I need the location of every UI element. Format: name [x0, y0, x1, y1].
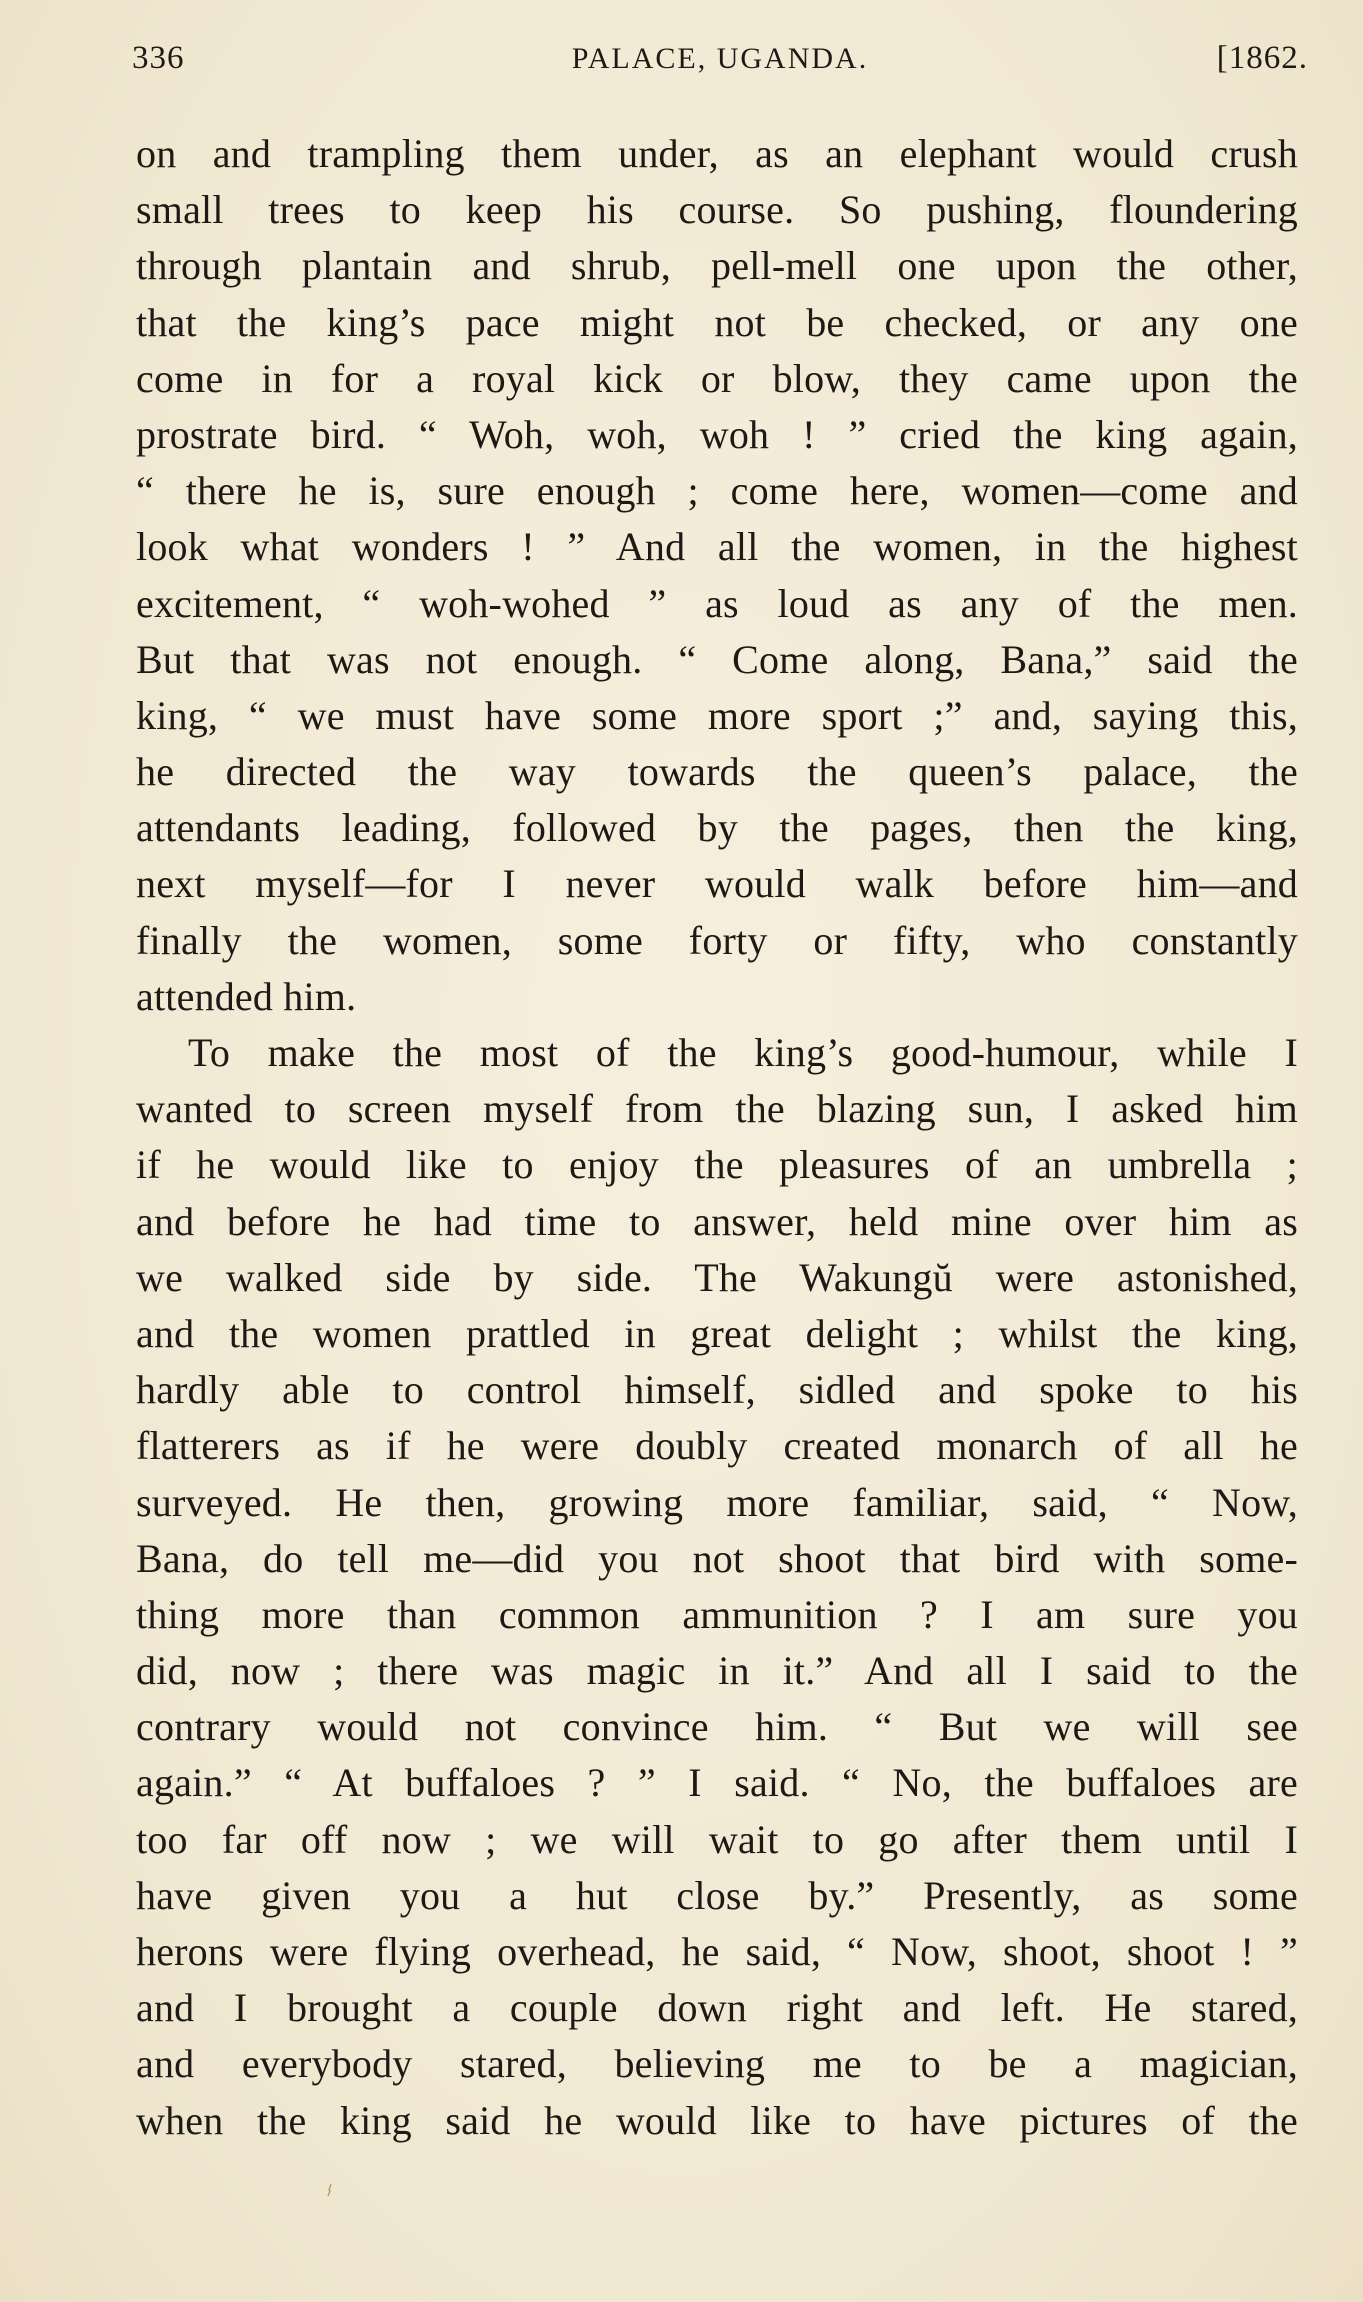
- text-line: flatterers as if he were doubly created monarch of all he: [136, 1423, 1298, 1469]
- running-head: [132, 40, 1308, 90]
- text-line: next myself—for I never would walk before him—and: [136, 861, 1298, 907]
- text-line: attendants leading, followed by the pages, then the king,: [136, 805, 1298, 851]
- running-year: [1862.: [1216, 40, 1308, 76]
- text-line: too far off now ; we will wait to go after them until I: [136, 1816, 1298, 1862]
- text-line: we walked side by side. The Wakungŭ were astonished,: [136, 1254, 1298, 1300]
- text-line: thing more than common ammunition ? I am sure you: [136, 1591, 1298, 1637]
- text-line: when the king said he would like to have pictures of the: [136, 2097, 1298, 2143]
- page-number: 336: [132, 40, 185, 76]
- paper-blemish-mark: [326, 2183, 334, 2197]
- text-line: prostrate bird. “ Woh, woh, woh ! ” cried the king again,: [136, 411, 1298, 457]
- text-line: small trees to keep his course. So pushing, floundering: [136, 187, 1298, 233]
- running-title: PALACE, UGANDA.: [571, 42, 869, 75]
- text-line: he directed the way towards the queen’s palace, the: [136, 749, 1298, 795]
- text-line-paragraph-start: To make the most of the king’s good-humour, while I: [188, 1030, 1298, 1075]
- body-text: [136, 126, 1298, 2149]
- text-line: excitement, “ woh-wohed ” as loud as any of the men.: [136, 580, 1298, 626]
- text-line: But that was not enough. “ Come along, Bana,” said the: [136, 636, 1298, 682]
- text-line: that the king’s pace might not be checked, or any one: [136, 299, 1298, 345]
- text-line: have given you a hut close by.” Presently, as some: [136, 1872, 1298, 1918]
- text-line: look what wonders ! ” And all the women, in the highest: [136, 524, 1298, 570]
- text-line: king, “ we must have some more sport ;” and, saying this,: [136, 692, 1298, 738]
- text-line: come in for a royal kick or blow, they came upon the: [136, 355, 1298, 401]
- text-line: surveyed. He then, growing more familiar, said, “ Now,: [136, 1479, 1298, 1525]
- text-line: through plantain and shrub, pell-mell one upon the other,: [136, 243, 1298, 289]
- text-line: herons were flying overhead, he said, “ Now, shoot, shoot ! ”: [136, 1929, 1298, 1974]
- text-line: finally the women, some forty or fifty, who constantly: [136, 917, 1298, 963]
- text-line: and I brought a couple down right and left. He stared,: [136, 1985, 1298, 2031]
- text-line: if he would like to enjoy the pleasures of an umbrella ;: [136, 1142, 1298, 1188]
- text-line: and the women prattled in great delight ; whilst the king,: [136, 1310, 1298, 1356]
- text-line: again.” “ At buffaloes ? ” I said. “ No, the buffaloes are: [136, 1760, 1298, 1806]
- text-line: hardly able to control himself, sidled and spoke to his: [136, 1367, 1298, 1413]
- text-line: on and trampling them under, as an elephant would crush: [136, 131, 1298, 176]
- text-line: wanted to screen myself from the blazing sun, I asked him: [136, 1086, 1298, 1132]
- text-line: did, now ; there was magic in it.” And all I said to the: [136, 1648, 1298, 1694]
- text-line: Bana, do tell me—did you not shoot that bird with some-: [136, 1535, 1298, 1581]
- text-line: contrary would not convince him. “ But we will see: [136, 1704, 1298, 1750]
- text-line: and before he had time to answer, held mine over him as: [136, 1198, 1298, 1244]
- text-line: “ there he is, sure enough ; come here, women—come and: [136, 468, 1298, 514]
- text-line: and everybody stared, believing me to be a magician,: [136, 2041, 1298, 2087]
- text-line-paragraph-end: attended him.: [136, 973, 357, 1019]
